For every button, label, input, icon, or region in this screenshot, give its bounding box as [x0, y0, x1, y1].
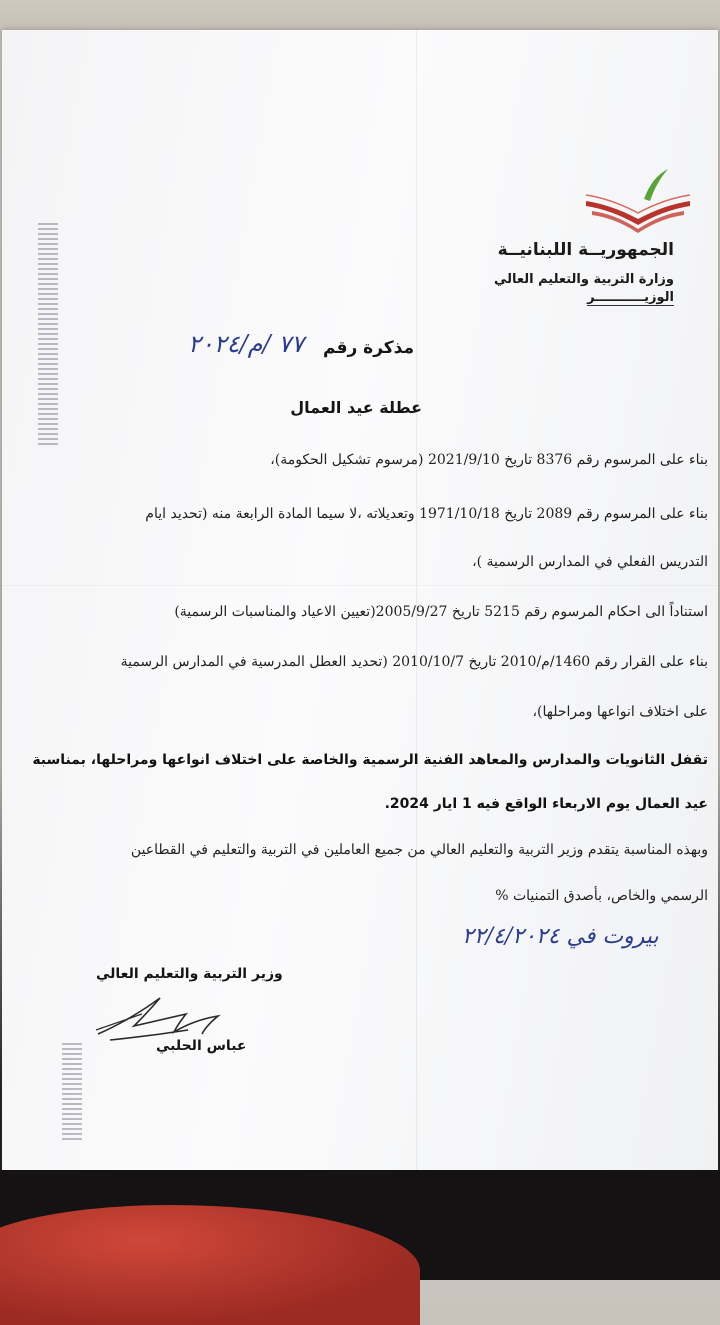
body-line: على اختلاف انواعها ومراحلها)،	[532, 704, 708, 720]
memo-number-label: مذكرة رقم	[322, 338, 414, 358]
date-handwritten: بيروت في ٢٢/٤/٢٠٢٤	[462, 924, 659, 949]
fold-line	[416, 30, 417, 1170]
binder-marks	[38, 220, 58, 448]
body-line: استناداً الى احكام المرسوم رقم 5215 تاريخ 2005/9/27(تعيين الاعياد والمناسبات الرسمية)	[174, 604, 708, 620]
body-line: بناء على القرار رقم 1460/م/2010 تاريخ 2010/10/7 (تحديد العطل المدرسية في المدارس الرسمية	[120, 654, 708, 670]
decision-line: تقفل الثانويات والمدارس والمعاهد الفنية الرسمية والخاصة على اختلاف انواعها ومراحلها، بمناسبة	[32, 752, 708, 768]
body-line: الرسمي والخاص، بأصدق التمنيات %	[495, 888, 708, 904]
decision-line: عيد العمال يوم الاربعاء الواقع فيه 1 ايار 2024.	[384, 796, 708, 812]
signatory-title: وزير التربية والتعليم العالي	[96, 966, 283, 982]
signatory-name: عباس الحلبي	[156, 1038, 247, 1054]
body-line: بناء على المرسوم رقم 8376 تاريخ 2021/9/10 (مرسوم تشكيل الحكومة)،	[270, 452, 708, 468]
ministry-heading: وزارة التربية والتعليم العالي	[493, 272, 674, 287]
minister-office-heading: الوزيـــــــــــر	[587, 290, 674, 305]
body-line: بناء على المرسوم رقم 2089 تاريخ 1971/10/18 وتعديلاته ،لا سيما المادة الرابعة منه (تحديد ايام	[145, 506, 708, 522]
memo-number-handwritten: ٧٧ /م/٢٠٢٤	[188, 330, 305, 358]
fold-line	[2, 585, 718, 586]
body-line: التدريس الفعلي في المدارس الرسمية )،	[472, 554, 708, 570]
body-line: وبهذه المناسبة يتقدم وزير التربية والتعليم العالي من جميع العاملين في التربية والتعليم في القطاعين	[130, 842, 708, 858]
memo-title: عطلة عيد العمال	[290, 398, 422, 417]
binder-marks	[62, 1040, 82, 1143]
ministry-logo-icon	[582, 165, 694, 237]
republic-heading: الجمهوريــة اللبنانيــة	[497, 240, 674, 260]
